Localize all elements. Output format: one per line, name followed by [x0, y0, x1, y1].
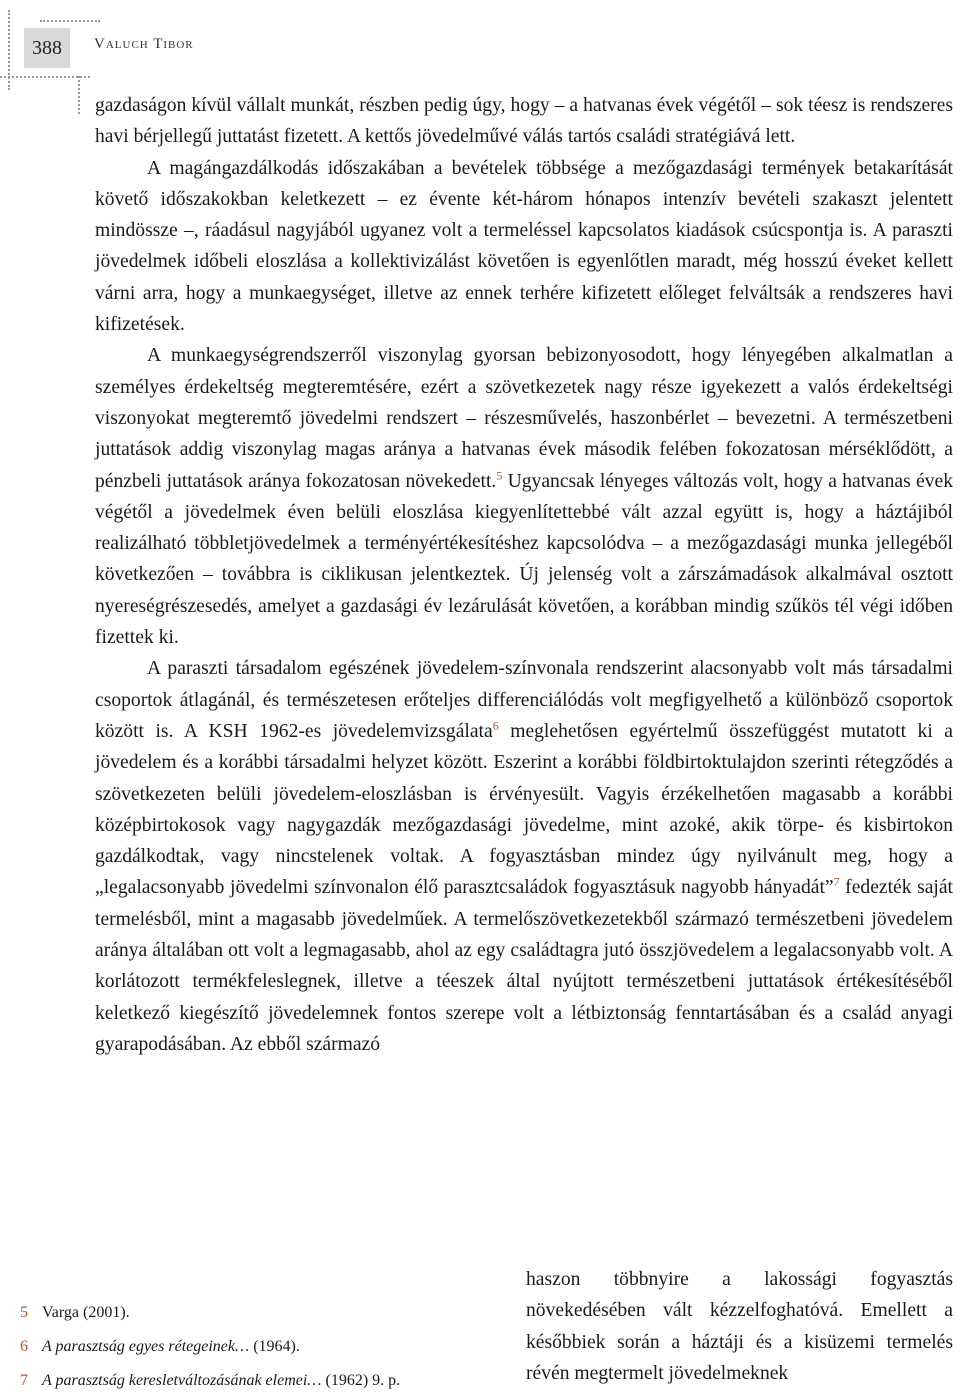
header-dotted-rule-top — [40, 20, 100, 22]
footnote-5: 5 Varga (2001). — [20, 1304, 130, 1321]
paragraph-1: gazdaságon kívül vállalt munkát, részben pedig úgy, hogy – a hatvanas évek végétől – sok téesz is rendszeres havi bérjellegű juttatást fizetett. A kettős jövedelművé válás tartós családi stratégiává lett. — [95, 95, 953, 148]
header-dotted-rule-bottom — [0, 76, 90, 78]
footnote-ref-6[interactable]: 6 — [492, 718, 499, 733]
header-dotted-rule-left — [8, 10, 10, 90]
paragraph-4: A paraszti társadalom egészének jövedelem-színvonala rendszerint alacsonyabb volt más társadalmi csoportok átlagánál, és természetesen erőteljes differenciálódás volt megfigyelhető a különböző csoportok között is. A KSH 1962-es jövedelemvizsgálata$^6$ meglehetősen egyértelmű összefüggést mutatott ki a jövedelem és a korábbi társadalmi helyzet között. Eszerint a korábbi földbirtoktulajdon szerinti rétegződés a szövetkezeten belüli jövedelem-eloszlásban is érvényesült. Vagyis érzékelhetően magasabb a korábbi középbirtokosok vagy nagygazdák mezőgazdasági jövedelme, mint azoké, akik törpe- és kisbirtokon gazdálkodtak, vagy nincstelenek voltak. A fogyasztásban mindez úgy nyilvánult meg, hogy a „legalacsonyabb jövedelmi színvonalon élő parasztcsaládok fogyasztásuk nagyobb hányadát”$^7$ fedezték saját termelésből, mint a magasabb jövedelműek. A termelőszövetkezetekből származó természetbeni jövedelem aránya általában ott volt a legmagasabb, ahol az egy családtagra jutó összjövedelem a legalacsonyabb volt. A korlátozott termékfeleslegnek, illetve a téeszek által nyújtott természetbeni juttatások értékesítéséből keletkező kiegészítő jövedelemnek fontos szerepe volt a létbiztonság fenntartásában és a család anyagi gyarapodásában. Az ebből származó — [95, 658, 953, 1055]
footnote-ref-7[interactable]: 7 — [833, 874, 840, 889]
footnote-ref-5[interactable]: 5 — [496, 468, 503, 483]
running-head: Valuch Tibor — [94, 36, 194, 52]
paragraph-4-continuation: haszon többnyire a lakossági fogyasztás növekedésében vált kézzelfoghatóvá. Emellett a későbbiek során a háztáji és a kisüzemi termelés révén megtermelt jövedelmeknek — [526, 1269, 953, 1384]
footnote-6: 6 A parasztság egyes rétegeinek… (1964). — [20, 1338, 300, 1355]
page-number: 388 — [24, 28, 70, 68]
footnote-7: 7 A parasztság keresletváltozásának elemei… (1962) 9. p. — [20, 1372, 401, 1389]
margin-dotted-rule — [78, 76, 80, 114]
paragraph-2: A magángazdálkodás időszakában a bevételek többsége a mezőgazdasági termények betakarítását követő időszakokban keletkezett – ez évente két-három hónapos intenzív bevételi szakaszt jelentett mindössze –, ráadásul nagyjából ugyanez volt a termeléssel kapcsolatos kiadások csúcspontja is. A paraszti jövedelmek időbeli eloszlása a kollektivizálást követően is egyenlőtlen maradt, még hosszú éveket kellett várni arra, hogy a munkaegységet, illetve az ennek terhére kifizetett előleget felváltsák a rendszeres havi kifizetések. — [95, 157, 953, 336]
body-text — [95, 90, 953, 1060]
paragraph-3: A munkaegységrendszerről viszonylag gyorsan bebizonyosodott, hogy lényegében alkalmatlan a személyes érdekeltség megteremtésére, ezért a szövetkezetek nagy része igyekezett a valós érdekeltségi viszonyokat megteremtő jövedelmi rendszert – részesművelés, haszonbérlet – bevezetni. A természetbeni juttatások addig viszonylag magas aránya a hatvanas évek második felében fokozatosan mérséklődött, a pénzbeli juttatások aránya fokozatosan növekedett.$^5$ Ugyancsak lényeges változás volt, hogy a hatvanas évek végétől a jövedelmek éven belüli eloszlása kiegyenlítettebbé vált azzal együtt is, hogy a háztájiból realizálható többletjövedelmek a terményértékesítéshez kapcsolódva – a mezőgazdasági munka jellegéből következően – továbbra is ciklikusan jelentkeztek. Új jelenség volt a zárszámadások alkalmával osztott nyereségrészesedés, amelyet a gazdasági év lezárulását követően, a korábban mindig szűkös tél végi időben fizettek ki. — [95, 345, 953, 649]
footnotes — [20, 1296, 510, 1398]
